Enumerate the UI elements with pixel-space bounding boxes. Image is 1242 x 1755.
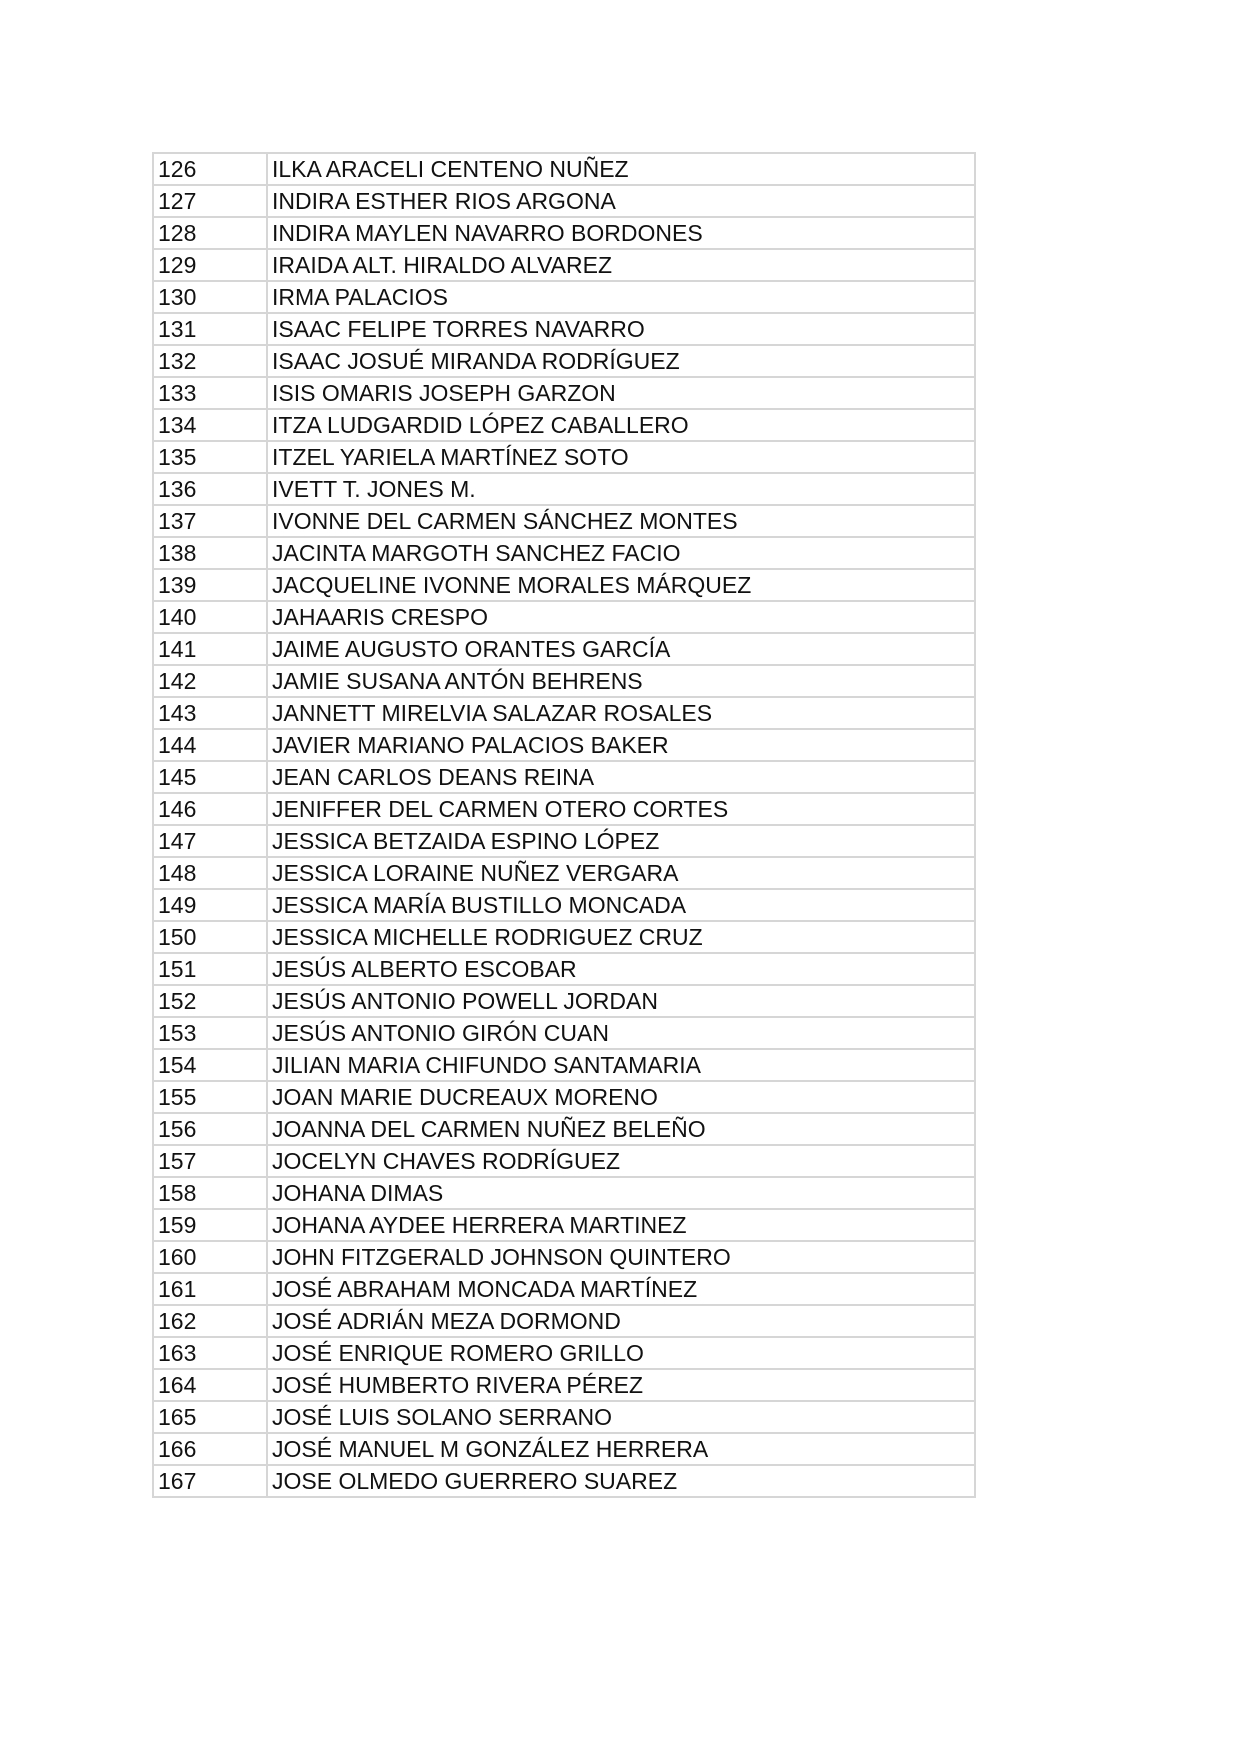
- table-row: [153, 1433, 975, 1465]
- table-row: [153, 633, 975, 665]
- full-name-cell: IRAIDA ALT. HIRALDO ALVAREZ: [267, 249, 975, 281]
- full-name-cell: JOHANA AYDEE HERRERA MARTINEZ: [267, 1209, 975, 1241]
- table-row: [153, 441, 975, 473]
- full-name-cell: INDIRA ESTHER RIOS ARGONA: [267, 185, 975, 217]
- full-name-cell: INDIRA MAYLEN NAVARRO BORDONES: [267, 217, 975, 249]
- row-number-cell: 143: [153, 697, 267, 729]
- table-row: [153, 857, 975, 889]
- row-number-cell: 142: [153, 665, 267, 697]
- table-row: [153, 185, 975, 217]
- full-name-cell: JESSICA MARÍA BUSTILLO MONCADA: [267, 889, 975, 921]
- full-name-cell: JOCELYN CHAVES RODRÍGUEZ: [267, 1145, 975, 1177]
- row-number-cell: 133: [153, 377, 267, 409]
- full-name-cell: JOAN MARIE DUCREAUX MORENO: [267, 1081, 975, 1113]
- table-row: [153, 1241, 975, 1273]
- table-row: [153, 569, 975, 601]
- row-number-cell: 148: [153, 857, 267, 889]
- row-number-cell: 136: [153, 473, 267, 505]
- full-name-cell: ISIS OMARIS JOSEPH GARZON: [267, 377, 975, 409]
- row-number-cell: 145: [153, 761, 267, 793]
- row-number-cell: 166: [153, 1433, 267, 1465]
- row-number-cell: 134: [153, 409, 267, 441]
- full-name-cell: JAMIE SUSANA ANTÓN BEHRENS: [267, 665, 975, 697]
- table-row: [153, 1145, 975, 1177]
- full-name-cell: JESÚS ANTONIO POWELL JORDAN: [267, 985, 975, 1017]
- full-name-cell: JEAN CARLOS DEANS REINA: [267, 761, 975, 793]
- row-number-cell: 144: [153, 729, 267, 761]
- row-number-cell: 159: [153, 1209, 267, 1241]
- full-name-cell: ITZA LUDGARDID LÓPEZ CABALLERO: [267, 409, 975, 441]
- table-row: [153, 1113, 975, 1145]
- table-row: [153, 953, 975, 985]
- full-name-cell: JESSICA BETZAIDA ESPINO LÓPEZ: [267, 825, 975, 857]
- table-row: [153, 1465, 975, 1497]
- table-row: [153, 1369, 975, 1401]
- row-number-cell: 127: [153, 185, 267, 217]
- full-name-cell: JOSÉ ENRIQUE ROMERO GRILLO: [267, 1337, 975, 1369]
- full-name-cell: ILKA ARACELI CENTENO NUÑEZ: [267, 153, 975, 185]
- row-number-cell: 139: [153, 569, 267, 601]
- row-number-cell: 156: [153, 1113, 267, 1145]
- full-name-cell: JILIAN MARIA CHIFUNDO SANTAMARIA: [267, 1049, 975, 1081]
- table-row: [153, 153, 975, 185]
- table-row: [153, 1049, 975, 1081]
- row-number-cell: 153: [153, 1017, 267, 1049]
- full-name-cell: JENIFFER DEL CARMEN OTERO CORTES: [267, 793, 975, 825]
- table-row: [153, 729, 975, 761]
- full-name-cell: IRMA PALACIOS: [267, 281, 975, 313]
- row-number-cell: 160: [153, 1241, 267, 1273]
- row-number-cell: 149: [153, 889, 267, 921]
- full-name-cell: JOSÉ HUMBERTO RIVERA PÉREZ: [267, 1369, 975, 1401]
- row-number-cell: 126: [153, 153, 267, 185]
- full-name-cell: JACQUELINE IVONNE MORALES MÁRQUEZ: [267, 569, 975, 601]
- name-list-body: [153, 153, 975, 1497]
- table-row: [153, 889, 975, 921]
- full-name-cell: IVONNE DEL CARMEN SÁNCHEZ MONTES: [267, 505, 975, 537]
- name-list-table: [152, 152, 976, 1498]
- table-row: [153, 1209, 975, 1241]
- full-name-cell: JOSÉ MANUEL M GONZÁLEZ HERRERA: [267, 1433, 975, 1465]
- table-row: [153, 1273, 975, 1305]
- table-row: [153, 793, 975, 825]
- row-number-cell: 146: [153, 793, 267, 825]
- row-number-cell: 164: [153, 1369, 267, 1401]
- table-row: [153, 825, 975, 857]
- full-name-cell: JOHANA DIMAS: [267, 1177, 975, 1209]
- row-number-cell: 138: [153, 537, 267, 569]
- table-row: [153, 1017, 975, 1049]
- full-name-cell: JANNETT MIRELVIA SALAZAR ROSALES: [267, 697, 975, 729]
- row-number-cell: 130: [153, 281, 267, 313]
- row-number-cell: 157: [153, 1145, 267, 1177]
- table-row: [153, 281, 975, 313]
- row-number-cell: 140: [153, 601, 267, 633]
- row-number-cell: 137: [153, 505, 267, 537]
- full-name-cell: JOANNA DEL CARMEN NUÑEZ BELEÑO: [267, 1113, 975, 1145]
- table-row: [153, 377, 975, 409]
- table-row: [153, 537, 975, 569]
- full-name-cell: JOSE OLMEDO GUERRERO SUAREZ: [267, 1465, 975, 1497]
- table-row: [153, 1401, 975, 1433]
- full-name-cell: ISAAC JOSUÉ MIRANDA RODRÍGUEZ: [267, 345, 975, 377]
- row-number-cell: 131: [153, 313, 267, 345]
- full-name-cell: JESSICA MICHELLE RODRIGUEZ CRUZ: [267, 921, 975, 953]
- row-number-cell: 141: [153, 633, 267, 665]
- full-name-cell: ITZEL YARIELA MARTÍNEZ SOTO: [267, 441, 975, 473]
- full-name-cell: JESSICA LORAINE NUÑEZ VERGARA: [267, 857, 975, 889]
- table-row: [153, 601, 975, 633]
- table-row: [153, 1337, 975, 1369]
- row-number-cell: 129: [153, 249, 267, 281]
- full-name-cell: IVETT T. JONES M.: [267, 473, 975, 505]
- row-number-cell: 151: [153, 953, 267, 985]
- table-row: [153, 473, 975, 505]
- table-row: [153, 665, 975, 697]
- row-number-cell: 161: [153, 1273, 267, 1305]
- table-row: [153, 313, 975, 345]
- table-row: [153, 345, 975, 377]
- table-row: [153, 409, 975, 441]
- full-name-cell: JAHAARIS CRESPO: [267, 601, 975, 633]
- full-name-cell: JAVIER MARIANO PALACIOS BAKER: [267, 729, 975, 761]
- row-number-cell: 150: [153, 921, 267, 953]
- full-name-cell: JOSÉ ABRAHAM MONCADA MARTÍNEZ: [267, 1273, 975, 1305]
- full-name-cell: JESÚS ANTONIO GIRÓN CUAN: [267, 1017, 975, 1049]
- table-row: [153, 761, 975, 793]
- full-name-cell: JOSÉ ADRIÁN MEZA DORMOND: [267, 1305, 975, 1337]
- table-row: [153, 1305, 975, 1337]
- full-name-cell: JACINTA MARGOTH SANCHEZ FACIO: [267, 537, 975, 569]
- full-name-cell: JESÚS ALBERTO ESCOBAR: [267, 953, 975, 985]
- table-row: [153, 697, 975, 729]
- row-number-cell: 154: [153, 1049, 267, 1081]
- row-number-cell: 167: [153, 1465, 267, 1497]
- row-number-cell: 165: [153, 1401, 267, 1433]
- table-row: [153, 1177, 975, 1209]
- full-name-cell: ISAAC FELIPE TORRES NAVARRO: [267, 313, 975, 345]
- row-number-cell: 152: [153, 985, 267, 1017]
- row-number-cell: 163: [153, 1337, 267, 1369]
- table-row: [153, 217, 975, 249]
- table-row: [153, 505, 975, 537]
- row-number-cell: 162: [153, 1305, 267, 1337]
- table-row: [153, 985, 975, 1017]
- table-row: [153, 921, 975, 953]
- row-number-cell: 132: [153, 345, 267, 377]
- full-name-cell: JOSÉ LUIS SOLANO SERRANO: [267, 1401, 975, 1433]
- full-name-cell: JAIME AUGUSTO ORANTES GARCÍA: [267, 633, 975, 665]
- table-row: [153, 1081, 975, 1113]
- row-number-cell: 158: [153, 1177, 267, 1209]
- row-number-cell: 135: [153, 441, 267, 473]
- row-number-cell: 128: [153, 217, 267, 249]
- table-row: [153, 249, 975, 281]
- row-number-cell: 147: [153, 825, 267, 857]
- full-name-cell: JOHN FITZGERALD JOHNSON QUINTERO: [267, 1241, 975, 1273]
- row-number-cell: 155: [153, 1081, 267, 1113]
